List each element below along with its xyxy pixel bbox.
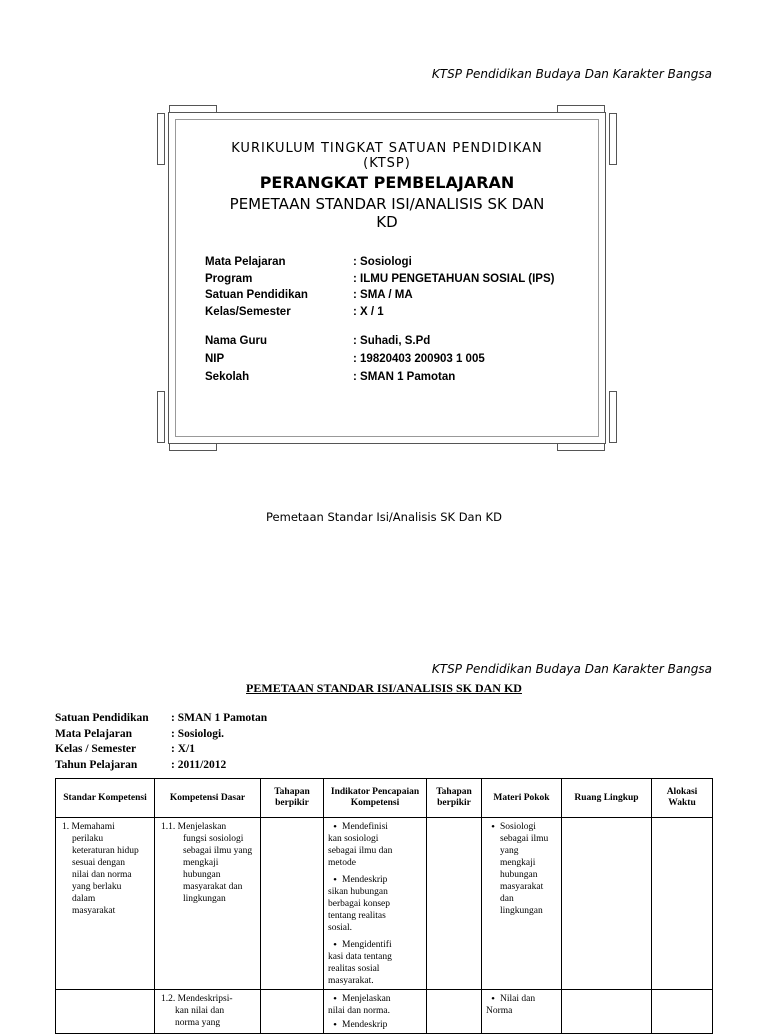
th-indikator: Indikator Pencapaian Kompetensi bbox=[324, 779, 427, 818]
cover-info bbox=[205, 256, 554, 322]
info-row: NIP : 19820403 200903 1 005 bbox=[205, 353, 485, 365]
cell-materi: • Sosiologi sebagai ilmu yang mengkaji hubungan masyarakat dan lingkungan bbox=[482, 818, 562, 990]
cell-ruang-lingkup bbox=[562, 990, 652, 1034]
cell-kd: 1.2. Mendeskripsi- kan nilai dan norma yang bbox=[155, 990, 261, 1034]
info-row: Nama Guru : Suhadi, S.Pd bbox=[205, 335, 431, 347]
cell-alokasi bbox=[652, 990, 713, 1034]
cell-tahapan bbox=[261, 818, 324, 990]
cover-title-ktsp: KURIKULUM TINGKAT SATUAN PENDIDIKAN (KTSP) bbox=[231, 141, 543, 171]
th-ruang-lingkup: Ruang Lingkup bbox=[562, 779, 652, 818]
table-row bbox=[56, 990, 713, 1034]
th-standar-kompetensi: Standar Kompetensi bbox=[56, 779, 155, 818]
cover-teacher-info bbox=[205, 335, 485, 389]
page-header-2: KTSP Pendidikan Budaya Dan Karakter Bangsa bbox=[431, 662, 712, 676]
page-caption: Pemetaan Standar Isi/Analisis SK Dan KD bbox=[266, 510, 502, 524]
info-row: Sekolah : SMAN 1 Pamotan bbox=[205, 371, 456, 383]
cell-sk bbox=[56, 990, 155, 1034]
info-row: Mata Pelajaran : Sosiologi bbox=[205, 256, 412, 268]
th-alokasi-waktu: Alokasi Waktu bbox=[652, 779, 713, 818]
page-header: KTSP Pendidikan Budaya Dan Karakter Bangsa bbox=[431, 67, 712, 81]
table-header-row bbox=[56, 779, 713, 818]
cell-sk: 1. Memahami perilaku keteraturan hidup sesuai dengan nilai dan norma yang berlaku dalam masyarakat bbox=[56, 818, 155, 990]
table-row bbox=[56, 818, 713, 990]
th-kompetensi-dasar: Kompetensi Dasar bbox=[155, 779, 261, 818]
map-title: PEMETAAN STANDAR ISI/ANALISIS SK DAN KD bbox=[246, 681, 522, 695]
cell-alokasi bbox=[652, 818, 713, 990]
cell-kd: 1.1. Menjelaskan fungsi sosiologi sebagai ilmu yang mengkaji hubungan masyarakat dan lingkungan bbox=[155, 818, 261, 990]
cell-tahapan-2 bbox=[427, 818, 482, 990]
cover-title-perangkat: PERANGKAT PEMBELAJARAN bbox=[259, 173, 515, 192]
th-materi-pokok: Materi Pokok bbox=[482, 779, 562, 818]
map-meta: Satuan Pendidikan : SMAN 1 Pamotan Mata Pelajaran : Sosiologi. Kelas / Semester : X/1 Tahun Pelajaran : 2011/2012 bbox=[55, 712, 268, 771]
info-row: Kelas/Semester : X / 1 bbox=[205, 305, 384, 318]
cell-materi: • Nilai dan Norma bbox=[482, 990, 562, 1034]
cell-indikator: • Mendefinisi kan sosiologi sebagai ilmu dan metode • Mendeskrip sikan hubungan berbagai konsep tentang realitas sosial. • Mengidentifi kasi data tentang realitas sosial masyarakat. bbox=[324, 818, 427, 990]
th-tahapan-berpikir: Tahapan berpikir bbox=[261, 779, 324, 818]
cell-tahapan bbox=[261, 990, 324, 1034]
cell-ruang-lingkup bbox=[562, 818, 652, 990]
info-row: Program : ILMU PENGETAHUAN SOSIAL (IPS) bbox=[205, 272, 555, 285]
cover-title-pemetaan: PEMETAAN STANDAR ISI/ANALISIS SK DAN KD bbox=[229, 195, 545, 231]
sk-kd-table bbox=[55, 778, 713, 1034]
info-row: Satuan Pendidikan : SMA / MA bbox=[205, 289, 413, 301]
th-tahapan-berpikir-2: Tahapan berpikir bbox=[427, 779, 482, 818]
cover-frame bbox=[168, 112, 606, 444]
cell-indikator: • Menjelaskan nilai dan norma. • Mendeskrip bbox=[324, 990, 427, 1034]
cell-tahapan-2 bbox=[427, 990, 482, 1034]
